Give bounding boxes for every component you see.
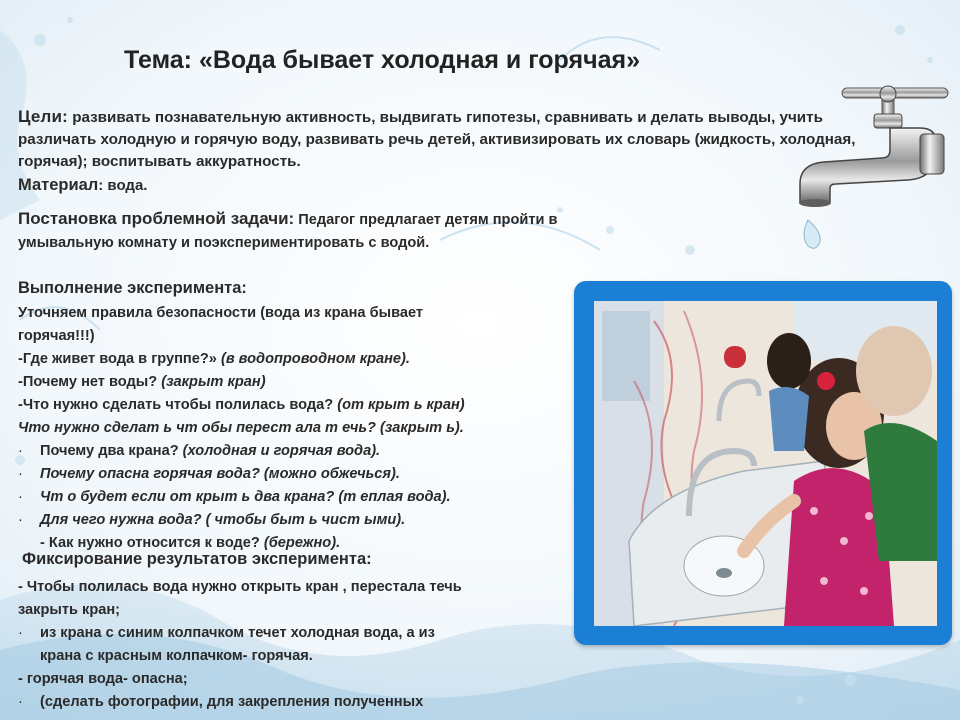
results-text: (сделать фотографии, для закрепления полученных — [40, 694, 424, 710]
experiment-answer: (в водопроводном кране). — [220, 351, 410, 367]
experiment-answer: (от крыт ь кран) — [337, 397, 465, 413]
experiment-line — [18, 440, 578, 463]
experiment-answer: (холодная и горячая вода). — [182, 443, 381, 459]
goals-text: развивать познавательную активность, выдвигать гипотезы, сравнивать и делать выводы, учить различать холодную и горячую воду, развивать речь детей, активизировать их словарь (жидкость, холодная, горячая); воспитывать аккуратность. — [18, 109, 856, 170]
experiment-heading: Выполнение эксперимента: — [18, 279, 247, 297]
results-line — [18, 645, 578, 668]
photo-frame — [574, 281, 952, 645]
experiment-question: горячая!!!) — [18, 328, 95, 344]
experiment-line — [18, 417, 578, 440]
experiment-question: Что нужно сделат ь чт обы перест ала т ечь? — [18, 420, 380, 436]
slide-title: Тема: «Вода бывает холодная и горячая» — [124, 46, 640, 74]
results-text: крана с красным колпачком- горячая. — [40, 648, 313, 664]
problem-text: Педагог предлагает детям пройти в умывальную комнату и поэкспериментировать с водой. — [18, 212, 558, 251]
results-text: - Чтобы полилась вода нужно открыть кран , перестала течь — [18, 579, 462, 595]
experiment-line — [18, 486, 578, 509]
experiment-question: Уточняем правила безопасности (вода из крана бывает — [18, 305, 424, 321]
experiment-line — [18, 302, 578, 325]
experiment-answer: ( чтобы быт ь чист ыми). — [205, 512, 406, 528]
experiment-question: Почему опасна горячая вода? — [40, 466, 264, 482]
problem-paragraph — [18, 207, 563, 255]
results-text: - горячая вода- опасна; — [18, 671, 188, 687]
experiment-answer: (закрыт ь). — [379, 420, 464, 436]
experiment-line — [18, 325, 578, 348]
experiment-lines — [18, 302, 578, 555]
experiment-question: Чт о будет если от крыт ь два крана? — [40, 489, 339, 505]
material-label: Материал — [18, 176, 99, 194]
experiment-line — [18, 371, 578, 394]
experiment-line — [18, 394, 578, 417]
experiment-line — [18, 509, 578, 532]
results-line — [18, 668, 578, 691]
goals-paragraph — [18, 106, 868, 173]
experiment-question: - Как нужно относится к воде? — [40, 535, 264, 551]
results-text: закрыть кран; — [18, 602, 121, 618]
experiment-line — [18, 463, 578, 486]
problem-label: Постановка проблемной задачи: — [18, 209, 295, 228]
results-heading: Фиксирование результатов эксперимента: — [22, 550, 372, 568]
experiment-question: -Что нужно сделать чтобы полилась вода? — [18, 397, 338, 413]
results-line — [18, 599, 578, 622]
material-text: : вода. — [98, 177, 148, 194]
experiment-question: Почему два крана? — [40, 443, 183, 459]
experiment-question: Для чего нужна вода? — [40, 512, 206, 528]
experiment-answer: (т еплая вода). — [338, 489, 451, 505]
results-line — [18, 622, 578, 645]
material-line — [18, 176, 147, 195]
experiment-answer: (закрыт кран) — [161, 374, 266, 390]
experiment-line — [18, 348, 578, 371]
experiment-question: -Почему нет воды? — [18, 374, 162, 390]
results-text: из крана с синим колпачком течет холодная вода, а из — [40, 625, 435, 641]
experiment-answer: (можно обжечься). — [263, 466, 400, 482]
results-line — [18, 691, 578, 714]
experiment-answer: (бережно). — [263, 535, 341, 551]
faucet-icon — [790, 80, 950, 260]
goals-label: Цели: — [18, 107, 68, 126]
experiment-question: -Где живет вода в группе?» — [18, 351, 221, 367]
results-line — [18, 576, 578, 599]
children-washing-hands-photo — [594, 301, 937, 626]
results-lines — [18, 576, 578, 714]
